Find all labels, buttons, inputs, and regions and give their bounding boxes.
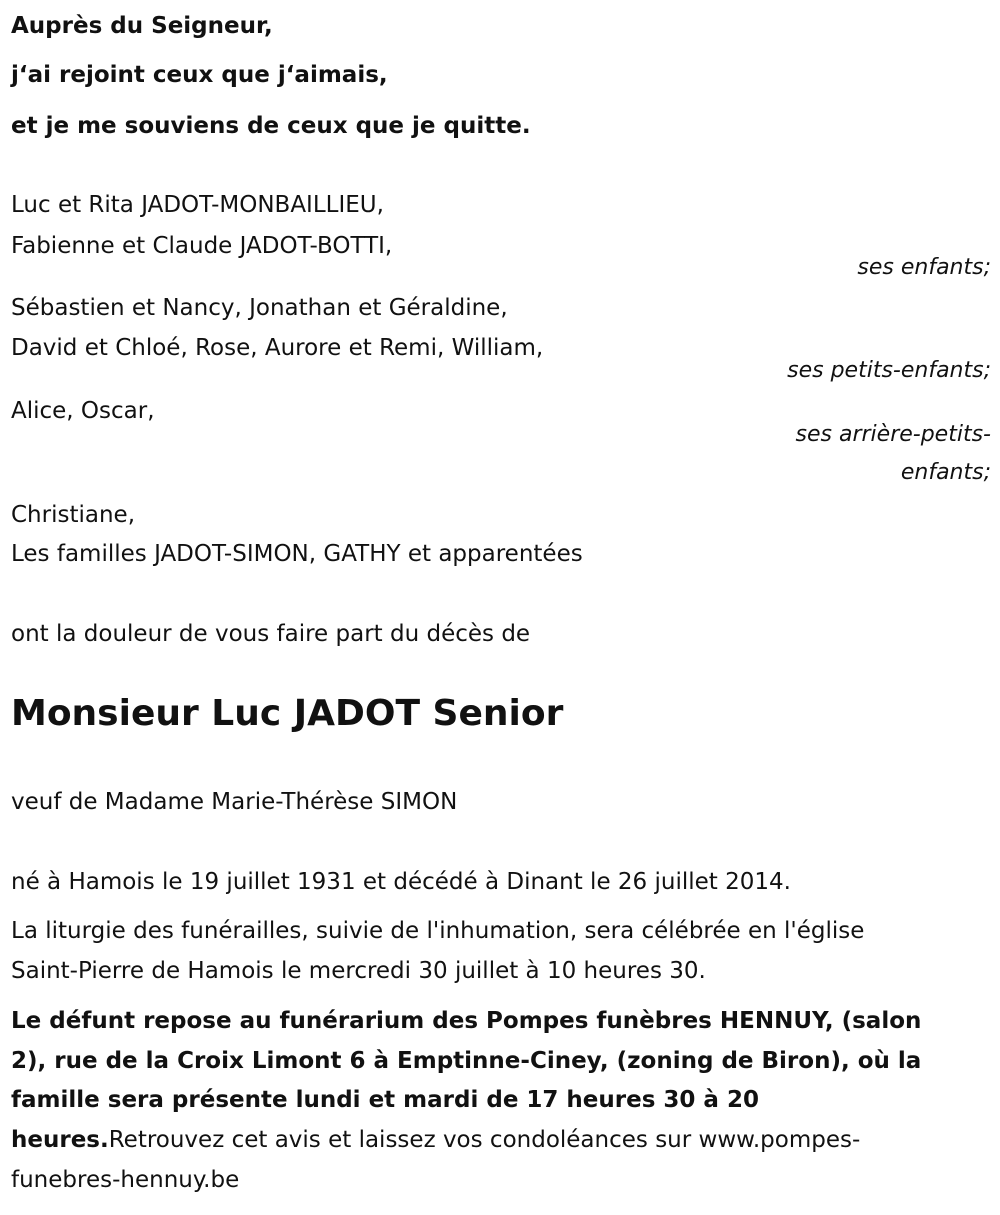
- grandchildren-name-1: Sébastien et Nancy, Jonathan et Géraldine,: [11, 295, 508, 321]
- deceased-name: Monsieur Luc JADOT Senior: [11, 693, 564, 734]
- epitaph-line-2: j‘ai rejoint ceux que j‘aimais,: [11, 62, 388, 88]
- others-line-1: Christiane,: [11, 502, 136, 528]
- liturgy-line-2: Saint-Pierre de Hamois le mercredi 30 juillet à 10 heures 30.: [11, 958, 706, 984]
- grandchildren-name-2: David et Chloé, Rose, Aurore et Remi, William,: [11, 335, 544, 361]
- liturgy-line-1: La liturgie des funérailles, suivie de l'inhumation, sera célébrée en l'église: [11, 918, 865, 944]
- epitaph-line-3: et je me souviens de ceux que je quitte.: [11, 113, 531, 139]
- great-grandchildren-names: Alice, Oscar,: [11, 398, 155, 424]
- rest-line-2: 2), rue de la Croix Limont 6 à Emptinne-Ciney, (zoning de Biron), où la: [11, 1048, 922, 1074]
- rest-bold-end: heures.: [11, 1127, 109, 1153]
- rest-line-4: [11, 1120, 991, 1160]
- birth-death-line: né à Hamois le 19 juillet 1931 et décédé à Dinant le 26 juillet 2014.: [11, 869, 791, 895]
- children-name-2: Fabienne et Claude JADOT-BOTTI,: [11, 233, 393, 259]
- children-name-1: Luc et Rita JADOT-MONBAILLIEU,: [11, 192, 384, 218]
- rest-line-1: Le défunt repose au funérarium des Pompes funèbres HENNUY, (salon: [11, 1008, 922, 1034]
- widower-line: veuf de Madame Marie-Thérèse SIMON: [11, 789, 458, 815]
- children-role: ses enfants;: [857, 255, 991, 280]
- epitaph-line-1: Auprès du Seigneur,: [11, 13, 273, 39]
- website-link[interactable]: funebres-hennuy.be: [11, 1167, 240, 1193]
- great-grandchildren-role-line-1: ses arrière-petits-: [795, 422, 991, 447]
- announcement: ont la douleur de vous faire part du décès de: [11, 621, 531, 647]
- condolences-text: Retrouvez cet avis et laissez vos condoléances sur www.pompes-: [108, 1127, 861, 1153]
- grandchildren-role: ses petits-enfants;: [787, 358, 991, 383]
- rest-line-3: famille sera présente lundi et mardi de 17 heures 30 à 20: [11, 1087, 759, 1113]
- great-grandchildren-role-line-2: enfants;: [900, 460, 991, 485]
- others-line-2: Les familles JADOT-SIMON, GATHY et apparentées: [11, 541, 583, 567]
